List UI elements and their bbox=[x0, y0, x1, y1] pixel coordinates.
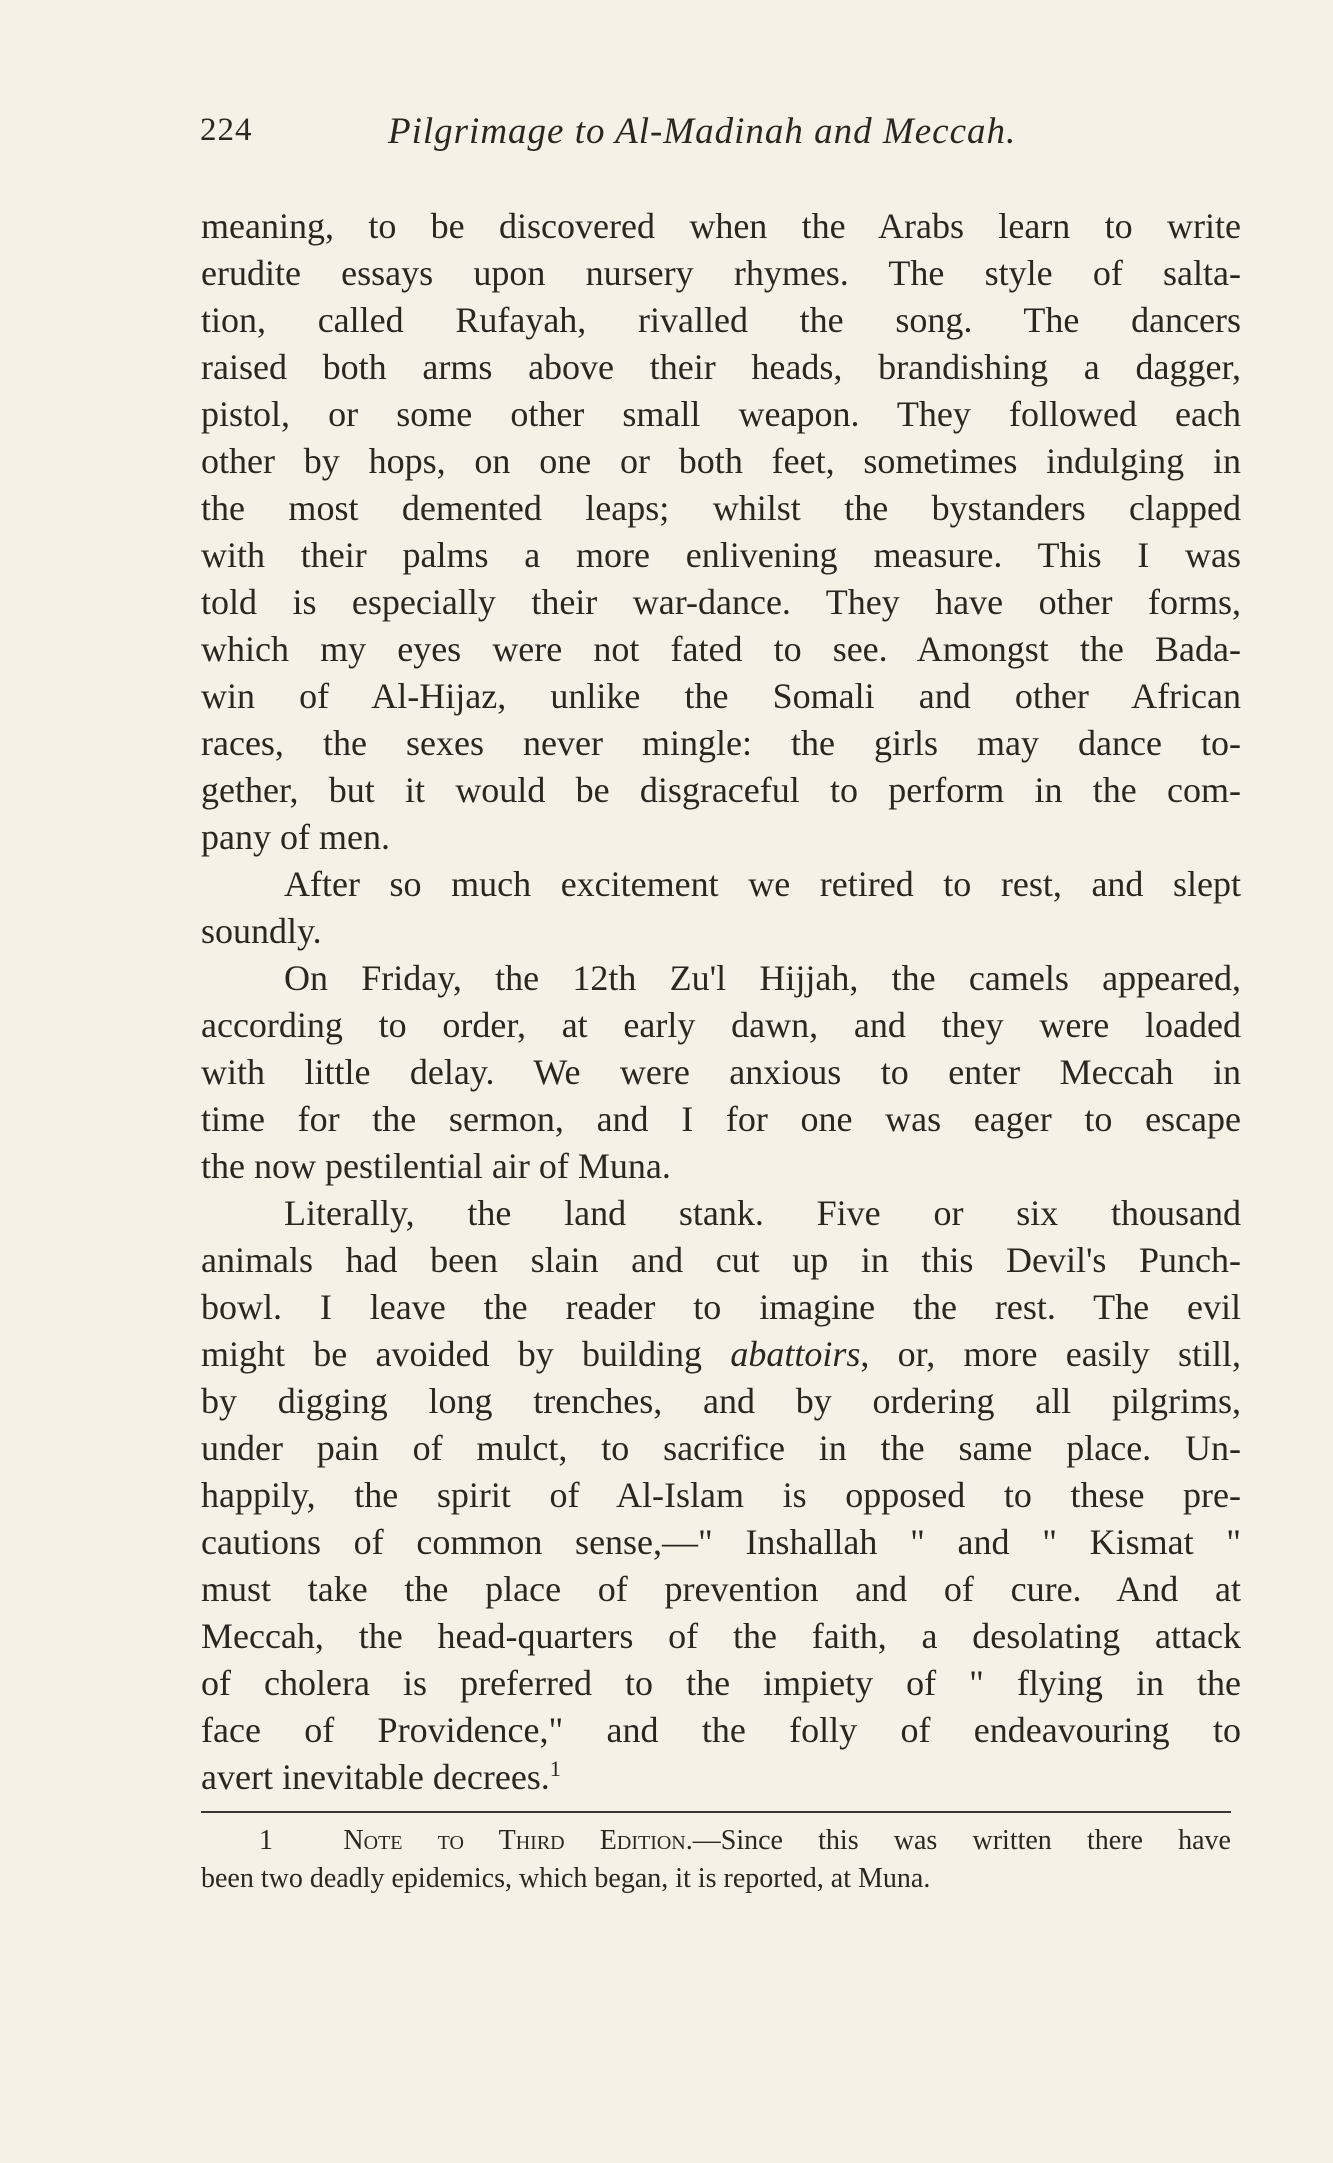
text-line: races, the sexes never mingle: the girls may dance to- bbox=[201, 723, 1241, 763]
text-line: time for the sermon, and I for one was eager to escape bbox=[201, 1099, 1241, 1139]
text-line: the now pestilential air of Muna. bbox=[201, 1146, 671, 1186]
body-text bbox=[201, 203, 1241, 1801]
text-line: On Friday, the 12th Zu'l Hijjah, the camels appeared, bbox=[284, 958, 1241, 998]
page-number: 224 bbox=[200, 112, 253, 148]
text-line: happily, the spirit of Al-Islam is opposed to these pre- bbox=[201, 1475, 1241, 1515]
running-title: Pilgrimage to Al-Madinah and Meccah. bbox=[388, 111, 1017, 152]
footnote-divider bbox=[201, 1811, 1231, 1813]
footnote-label: Note to Third Edition. bbox=[343, 1825, 693, 1856]
text-line: other by hops, on one or both feet, sometimes indulging in bbox=[201, 441, 1241, 481]
text-line bbox=[201, 1331, 1241, 1378]
text-line: Meccah, the head-quarters of the faith, a desolating attack bbox=[201, 1616, 1241, 1656]
text-line: win of Al-Hijaz, unlike the Somali and other African bbox=[201, 676, 1241, 716]
text-line: Literally, the land stank. Five or six thousand bbox=[284, 1193, 1241, 1233]
text-line: according to order, at early dawn, and they were loaded bbox=[201, 1005, 1241, 1045]
footnote-line bbox=[201, 1822, 1231, 1860]
italic-word: abattoirs bbox=[730, 1334, 861, 1374]
text-line: After so much excitement we retired to rest, and slept bbox=[284, 864, 1241, 904]
footnote bbox=[201, 1822, 1231, 1898]
text-line: animals had been slain and cut up in this Devil's Punch- bbox=[201, 1240, 1241, 1280]
text-line: of cholera is preferred to the impiety of " flying in the bbox=[201, 1663, 1241, 1703]
text-line: which my eyes were not fated to see. Amongst the Bada- bbox=[201, 629, 1241, 669]
text-line: by digging long trenches, and by ordering all pilgrims, bbox=[201, 1381, 1241, 1421]
text-line: must take the place of prevention and of cure. And at bbox=[201, 1569, 1241, 1609]
text-line bbox=[201, 1754, 1241, 1801]
text-line: pany of men. bbox=[201, 817, 390, 857]
text-line: bowl. I leave the reader to imagine the rest. The evil bbox=[201, 1287, 1241, 1327]
text-line: raised both arms above their heads, brandishing a dagger, bbox=[201, 347, 1241, 387]
text-line: told is especially their war-dance. They have other forms, bbox=[201, 582, 1241, 622]
text-segment: , or, more easily still, bbox=[860, 1334, 1241, 1374]
text-line: tion, called Rufayah, rivalled the song. The dancers bbox=[201, 300, 1241, 340]
text-line: with little delay. We were anxious to enter Meccah in bbox=[201, 1052, 1241, 1092]
text-line: the most demented leaps; whilst the bystanders clapped bbox=[201, 488, 1241, 528]
text-segment: avert inevitable decrees. bbox=[201, 1757, 550, 1797]
text-line: face of Providence," and the folly of endeavouring to bbox=[201, 1710, 1241, 1750]
text-line: cautions of common sense,—" Inshallah " and " Kismat " bbox=[201, 1522, 1241, 1562]
text-line: soundly. bbox=[201, 911, 322, 951]
text-line: gether, but it would be disgraceful to perform in the com- bbox=[201, 770, 1241, 810]
footnote-text: —Since this was written there have bbox=[692, 1825, 1231, 1856]
footnote-reference: 1 bbox=[549, 1756, 561, 1781]
text-segment: might be avoided by building bbox=[201, 1334, 703, 1374]
text-line: pistol, or some other small weapon. They followed each bbox=[201, 394, 1241, 434]
text-line: erudite essays upon nursery rhymes. The style of salta- bbox=[201, 253, 1241, 293]
page-header bbox=[200, 112, 1240, 162]
footnote-line: been two deadly epidemics, which began, it is reported, at Muna. bbox=[201, 1863, 931, 1894]
footnote-marker: 1 bbox=[259, 1825, 273, 1856]
text-line: under pain of mulct, to sacrifice in the same place. Un- bbox=[201, 1428, 1241, 1468]
text-line: meaning, to be discovered when the Arabs learn to write bbox=[201, 206, 1241, 246]
text-line: with their palms a more enlivening measure. This I was bbox=[201, 535, 1241, 575]
